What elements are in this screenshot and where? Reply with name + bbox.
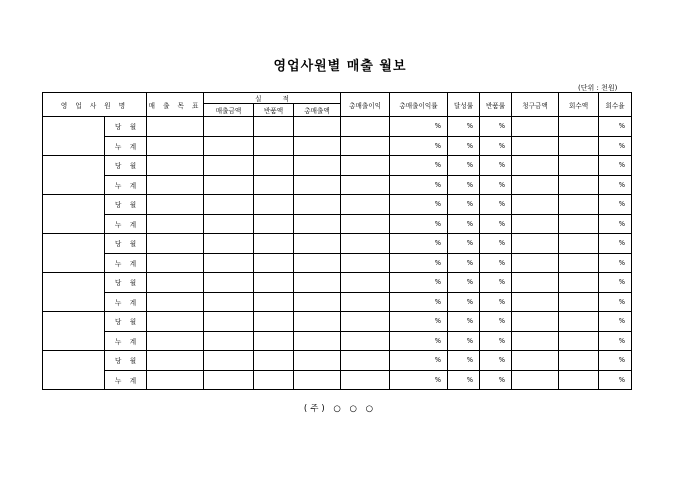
data-cell <box>559 234 599 254</box>
salesperson-name-cell <box>43 195 105 234</box>
data-cell <box>512 370 559 390</box>
row-label-current-month: 당 월 <box>105 234 147 254</box>
data-cell <box>147 351 204 371</box>
row-label-current-month: 당 월 <box>105 351 147 371</box>
data-cell: % <box>448 253 480 273</box>
data-cell <box>294 312 341 332</box>
data-cell <box>294 136 341 156</box>
table-row <box>43 156 632 176</box>
salesperson-name-cell <box>43 234 105 273</box>
data-cell <box>341 195 390 215</box>
data-cell <box>254 117 294 137</box>
header-gross-profit: 총매출이익 <box>341 93 390 117</box>
data-cell <box>294 156 341 176</box>
data-cell: % <box>599 273 632 293</box>
row-label-current-month: 당 월 <box>105 312 147 332</box>
data-cell: % <box>480 273 512 293</box>
data-cell <box>559 273 599 293</box>
salesperson-name-cell <box>43 312 105 351</box>
data-cell: % <box>599 331 632 351</box>
data-cell <box>559 117 599 137</box>
data-cell <box>559 195 599 215</box>
data-cell <box>341 292 390 312</box>
header-gross-profit-rate: 총매출이익률 <box>390 93 448 117</box>
data-cell: % <box>448 292 480 312</box>
data-cell: % <box>448 273 480 293</box>
data-cell: % <box>480 312 512 332</box>
data-cell: % <box>390 253 448 273</box>
data-cell <box>559 292 599 312</box>
data-cell <box>512 234 559 254</box>
data-cell <box>294 292 341 312</box>
data-cell <box>512 214 559 234</box>
data-cell: % <box>390 292 448 312</box>
data-cell <box>512 312 559 332</box>
data-cell: % <box>448 214 480 234</box>
table-row <box>43 234 632 254</box>
data-cell <box>204 117 254 137</box>
header-return-rate: 반품률 <box>480 93 512 117</box>
data-cell <box>341 312 390 332</box>
data-cell <box>254 351 294 371</box>
data-cell: % <box>599 117 632 137</box>
header-collection-amount: 회수액 <box>559 93 599 117</box>
data-cell: % <box>448 234 480 254</box>
data-cell <box>254 331 294 351</box>
header-return-amount: 반품액 <box>254 104 294 117</box>
row-label-cumulative: 누 계 <box>105 292 147 312</box>
data-cell <box>341 331 390 351</box>
table-row <box>43 351 632 371</box>
data-cell <box>512 195 559 215</box>
data-cell <box>341 351 390 371</box>
table-row <box>43 136 632 156</box>
data-cell: % <box>599 195 632 215</box>
header-collection-rate: 회수율 <box>599 93 632 117</box>
data-cell: % <box>480 175 512 195</box>
data-cell: % <box>480 117 512 137</box>
data-cell <box>254 234 294 254</box>
data-cell <box>341 136 390 156</box>
data-cell <box>294 370 341 390</box>
table-row <box>43 273 632 293</box>
data-cell: % <box>390 195 448 215</box>
data-cell <box>512 136 559 156</box>
header-sales-target: 매 출 목 표 <box>147 93 204 117</box>
table-row <box>43 253 632 273</box>
data-cell: % <box>480 253 512 273</box>
data-cell <box>147 273 204 293</box>
data-cell: % <box>390 214 448 234</box>
data-cell <box>512 351 559 371</box>
data-cell <box>147 175 204 195</box>
data-cell <box>294 214 341 234</box>
data-cell <box>294 195 341 215</box>
data-cell: % <box>448 117 480 137</box>
data-cell <box>147 195 204 215</box>
data-cell <box>147 156 204 176</box>
data-cell <box>204 214 254 234</box>
data-cell <box>147 370 204 390</box>
data-cell <box>559 370 599 390</box>
table-row <box>43 292 632 312</box>
data-cell: % <box>390 331 448 351</box>
data-cell <box>341 370 390 390</box>
data-cell <box>341 117 390 137</box>
data-cell: % <box>480 292 512 312</box>
data-cell <box>294 117 341 137</box>
data-cell <box>559 175 599 195</box>
table-row <box>43 195 632 215</box>
data-cell <box>294 253 341 273</box>
data-cell <box>254 273 294 293</box>
data-cell <box>147 117 204 137</box>
data-cell <box>254 175 294 195</box>
data-cell <box>512 253 559 273</box>
data-cell <box>559 214 599 234</box>
data-cell <box>559 331 599 351</box>
data-cell <box>147 253 204 273</box>
data-cell <box>204 351 254 371</box>
data-cell <box>341 273 390 293</box>
table-row <box>43 331 632 351</box>
row-label-current-month: 당 월 <box>105 156 147 176</box>
row-label-current-month: 당 월 <box>105 195 147 215</box>
data-cell: % <box>480 331 512 351</box>
data-cell: % <box>599 136 632 156</box>
data-cell <box>204 273 254 293</box>
data-cell <box>512 117 559 137</box>
data-cell <box>559 351 599 371</box>
data-cell <box>204 175 254 195</box>
data-cell <box>341 253 390 273</box>
data-cell: % <box>480 234 512 254</box>
data-cell: % <box>448 312 480 332</box>
data-cell <box>512 175 559 195</box>
header-total-sales: 총매출액 <box>294 104 341 117</box>
data-cell <box>147 136 204 156</box>
header-actual: 실 적 <box>204 93 341 104</box>
row-label-cumulative: 누 계 <box>105 253 147 273</box>
data-cell: % <box>599 292 632 312</box>
data-cell <box>559 136 599 156</box>
data-cell: % <box>390 156 448 176</box>
data-cell <box>294 234 341 254</box>
data-cell <box>254 214 294 234</box>
table-row <box>43 370 632 390</box>
table-row <box>43 175 632 195</box>
row-label-cumulative: 누 계 <box>105 175 147 195</box>
table-row <box>43 312 632 332</box>
sales-report-table <box>42 92 632 390</box>
data-cell: % <box>390 312 448 332</box>
data-cell <box>559 312 599 332</box>
data-cell <box>254 136 294 156</box>
data-cell <box>147 331 204 351</box>
data-cell: % <box>448 331 480 351</box>
data-cell <box>204 312 254 332</box>
header-salesperson: 영 업 사 원 명 <box>43 93 147 117</box>
data-cell: % <box>390 370 448 390</box>
data-cell <box>294 273 341 293</box>
data-cell <box>204 331 254 351</box>
data-cell: % <box>599 234 632 254</box>
data-cell: % <box>390 175 448 195</box>
data-cell <box>147 312 204 332</box>
data-cell: % <box>390 234 448 254</box>
header-achievement-rate: 달성률 <box>448 93 480 117</box>
data-cell <box>559 156 599 176</box>
row-label-cumulative: 누 계 <box>105 331 147 351</box>
header-sales-amount: 매출금액 <box>204 104 254 117</box>
data-cell: % <box>448 370 480 390</box>
data-cell <box>204 136 254 156</box>
row-label-cumulative: 누 계 <box>105 136 147 156</box>
row-label-cumulative: 누 계 <box>105 214 147 234</box>
data-cell <box>512 273 559 293</box>
data-cell: % <box>480 370 512 390</box>
data-cell <box>254 195 294 215</box>
data-cell: % <box>480 214 512 234</box>
data-cell: % <box>448 175 480 195</box>
data-cell <box>512 292 559 312</box>
data-cell <box>204 292 254 312</box>
data-cell: % <box>390 136 448 156</box>
data-cell <box>341 214 390 234</box>
company-footer: (주) ○ ○ ○ <box>303 404 377 414</box>
data-cell <box>341 234 390 254</box>
table-row <box>43 117 632 137</box>
data-cell <box>254 292 294 312</box>
data-cell <box>147 292 204 312</box>
row-label-cumulative: 누 계 <box>105 370 147 390</box>
data-cell <box>254 156 294 176</box>
data-cell: % <box>599 370 632 390</box>
data-cell: % <box>599 351 632 371</box>
data-cell <box>204 234 254 254</box>
data-cell: % <box>599 214 632 234</box>
data-cell <box>294 175 341 195</box>
salesperson-name-cell <box>43 351 105 390</box>
data-cell: % <box>448 351 480 371</box>
data-cell <box>204 195 254 215</box>
data-cell <box>341 156 390 176</box>
data-cell: % <box>480 136 512 156</box>
salesperson-name-cell <box>43 273 105 312</box>
data-cell <box>204 156 254 176</box>
data-cell: % <box>480 156 512 176</box>
data-cell <box>204 370 254 390</box>
data-cell: % <box>448 156 480 176</box>
data-cell <box>294 351 341 371</box>
data-cell: % <box>448 195 480 215</box>
data-cell: % <box>480 351 512 371</box>
table-row <box>43 214 632 234</box>
salesperson-name-cell <box>43 156 105 195</box>
data-cell <box>512 331 559 351</box>
data-cell: % <box>390 273 448 293</box>
data-cell: % <box>599 312 632 332</box>
data-cell <box>512 156 559 176</box>
data-cell: % <box>390 351 448 371</box>
data-cell: % <box>448 136 480 156</box>
data-cell <box>147 234 204 254</box>
data-cell: % <box>480 195 512 215</box>
page-title: 영업사원별 매출 월보 <box>273 59 407 74</box>
row-label-current-month: 당 월 <box>105 117 147 137</box>
data-cell <box>254 370 294 390</box>
unit-label: (단위 : 천원) <box>578 84 618 92</box>
data-cell <box>204 253 254 273</box>
data-cell <box>559 253 599 273</box>
row-label-current-month: 당 월 <box>105 273 147 293</box>
data-cell <box>254 253 294 273</box>
data-cell <box>341 175 390 195</box>
data-cell <box>147 214 204 234</box>
data-cell <box>294 331 341 351</box>
data-cell <box>254 312 294 332</box>
header-billing-amount: 청구금액 <box>512 93 559 117</box>
data-cell: % <box>599 156 632 176</box>
data-cell: % <box>599 175 632 195</box>
salesperson-name-cell <box>43 117 105 156</box>
data-cell: % <box>599 253 632 273</box>
data-cell: % <box>390 117 448 137</box>
